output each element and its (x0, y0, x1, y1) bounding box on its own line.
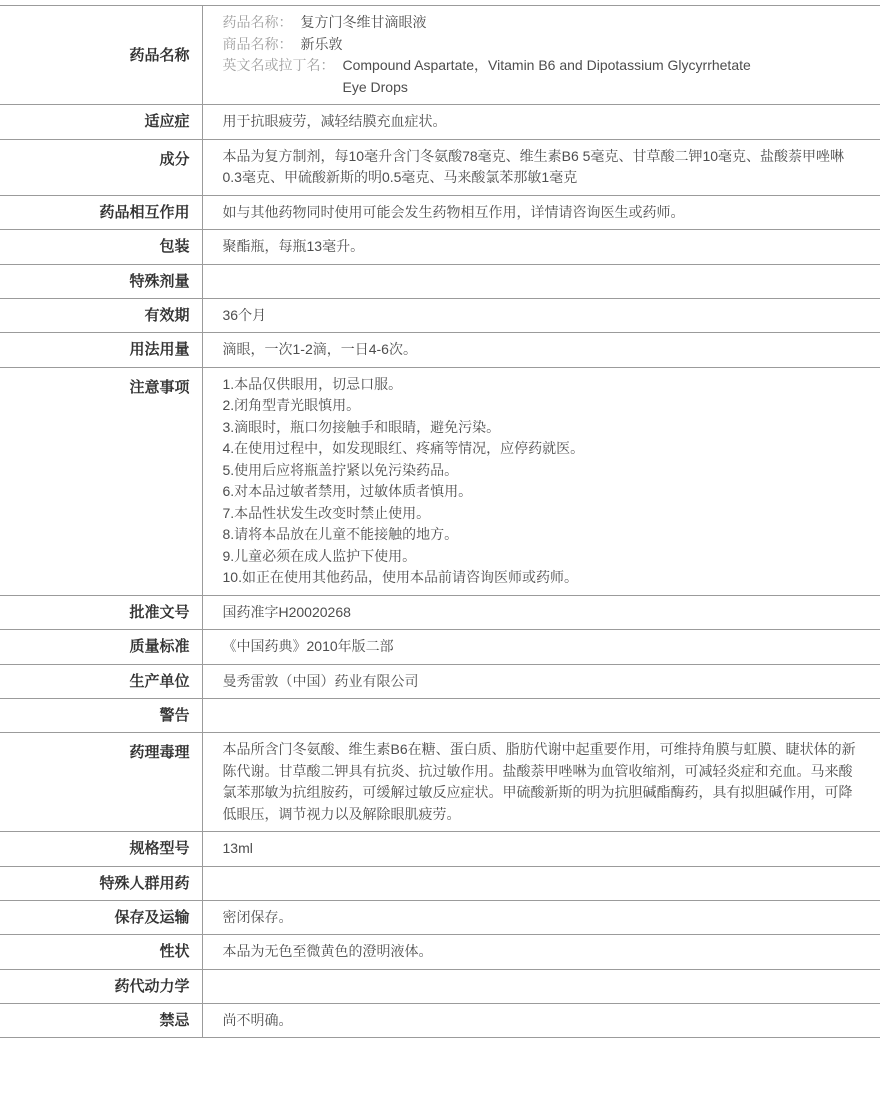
row-value: 本品所含门冬氨酸、维生素B6在糖、蛋白质、脂肪代谢中起重要作用，可维持角膜与虹膜、睫状体的新陈代谢。甘草酸二钾具有抗炎、抗过敏作用。盐酸萘甲唑啉为血管收缩剂，可减轻炎症和充血。马来酸氯苯那敏为抗组胺药，可缓解过敏反应症状。甲硫酸新斯的明为抗胆碱酯酶药，具有拟胆碱作用，可降低眼压，调节视力以及解除眼肌疲劳。 (202, 733, 880, 832)
table-row (0, 866, 880, 900)
row-value: 国药准字H20020268 (202, 595, 880, 630)
row-value: 密闭保存。 (202, 900, 880, 935)
row-value (202, 264, 880, 298)
row-label: 生产单位 (0, 664, 202, 699)
field-value: 复方门冬维甘滴眼液 (300, 14, 427, 30)
row-value: 尚不明确。 (202, 1003, 880, 1038)
row-value: 用于抗眼疲劳，减轻结膜充血症状。 (202, 105, 880, 140)
row-label: 成分 (0, 139, 202, 195)
table-row (0, 6, 880, 105)
row-label: 注意事项 (0, 367, 202, 595)
table-row (0, 264, 880, 298)
row-label: 警告 (0, 699, 202, 733)
row-value: 聚酯瓶，每瓶13毫升。 (202, 230, 880, 265)
table-row (0, 630, 880, 665)
row-label: 质量标准 (0, 630, 202, 665)
row-label: 药代动力学 (0, 969, 202, 1003)
row-label: 用法用量 (0, 333, 202, 368)
row-label: 禁忌 (0, 1003, 202, 1038)
row-value (202, 866, 880, 900)
row-label: 特殊人群用药 (0, 866, 202, 900)
row-value: 36个月 (202, 298, 880, 333)
row-label: 药品名称 (0, 6, 202, 105)
row-label: 药理毒理 (0, 733, 202, 832)
row-value (202, 6, 880, 105)
note-line: 8.请将本品放在儿童不能接触的地方。 (222, 526, 459, 542)
row-label: 特殊剂量 (0, 264, 202, 298)
table-row (0, 1003, 880, 1038)
row-value: 曼秀雷敦（中国）药业有限公司 (202, 664, 880, 699)
table-row (0, 664, 880, 699)
note-line: 1.本品仅供眼用，切忌口服。 (222, 375, 403, 392)
note-line: 5.使用后应将瓶盖拧紧以免污染药品。 (222, 461, 459, 478)
table-row (0, 733, 880, 832)
table-row (0, 699, 880, 733)
field-value: 新乐敦 (300, 35, 343, 52)
field-prefix: 英文名或拉丁名： (222, 57, 335, 73)
table-row (0, 900, 880, 935)
row-label: 批准文号 (0, 595, 202, 630)
table-row (0, 195, 880, 230)
row-label: 规格型号 (0, 832, 202, 867)
table-row (0, 969, 880, 1003)
field-row (223, 55, 863, 98)
note-line: 4.在使用过程中，如发现眼红、疼痛等情况，应停药就医。 (222, 440, 585, 456)
row-value: 本品为复方制剂，每10毫升含门冬氨酸78毫克、维生素B6 5毫克、甘草酸二钾10毫克、盐酸萘甲唑啉0.3毫克、甲硫酸新斯的明0.5毫克、马来酸氯苯那敏1毫克 (202, 139, 880, 195)
field-row (223, 12, 863, 34)
field-row (223, 34, 863, 56)
row-label: 性状 (0, 935, 202, 970)
table-row (0, 230, 880, 265)
row-value: 《中国药典》2010年版二部 (202, 630, 880, 665)
row-label: 保存及运输 (0, 900, 202, 935)
note-line: 6.对本品过敏者禁用，过敏体质者慎用。 (222, 483, 473, 499)
note-line: 2.闭角型青光眼慎用。 (222, 397, 361, 413)
drug-info-table-body (0, 6, 880, 1038)
row-label: 药品相互作用 (0, 195, 202, 230)
field-value: Compound Aspartate，Vitamin B6 and Dipotassium Glycyrrhetate Eye Drops (342, 57, 751, 95)
field-prefix: 商品名称： (222, 35, 293, 52)
table-row (0, 139, 880, 195)
table-row (0, 935, 880, 970)
note-line: 3.滴眼时，瓶口勿接触手和眼睛，避免污染。 (222, 418, 501, 435)
note-line: 10.如正在使用其他药品，使用本品前请咨询医师或药师。 (222, 569, 578, 585)
row-value (202, 699, 880, 733)
row-value (202, 367, 880, 595)
drug-info-table (0, 5, 880, 1038)
table-row (0, 333, 880, 368)
table-row (0, 298, 880, 333)
row-label: 适应症 (0, 105, 202, 140)
row-label: 包装 (0, 230, 202, 265)
row-value: 如与其他药物同时使用可能会发生药物相互作用，详情请咨询医生或药师。 (202, 195, 880, 230)
table-row (0, 105, 880, 140)
row-value: 本品为无色至微黄色的澄明液体。 (202, 935, 880, 970)
table-row (0, 832, 880, 867)
row-value: 滴眼，一次1-2滴，一日4-6次。 (202, 333, 880, 368)
row-label: 有效期 (0, 298, 202, 333)
note-line: 9.儿童必须在成人监护下使用。 (222, 547, 417, 564)
table-row (0, 367, 880, 595)
row-value: 13ml (202, 832, 880, 867)
row-value (202, 969, 880, 1003)
note-line: 7.本品性状发生改变时禁止使用。 (222, 504, 431, 521)
table-row (0, 595, 880, 630)
field-prefix: 药品名称： (222, 14, 293, 30)
